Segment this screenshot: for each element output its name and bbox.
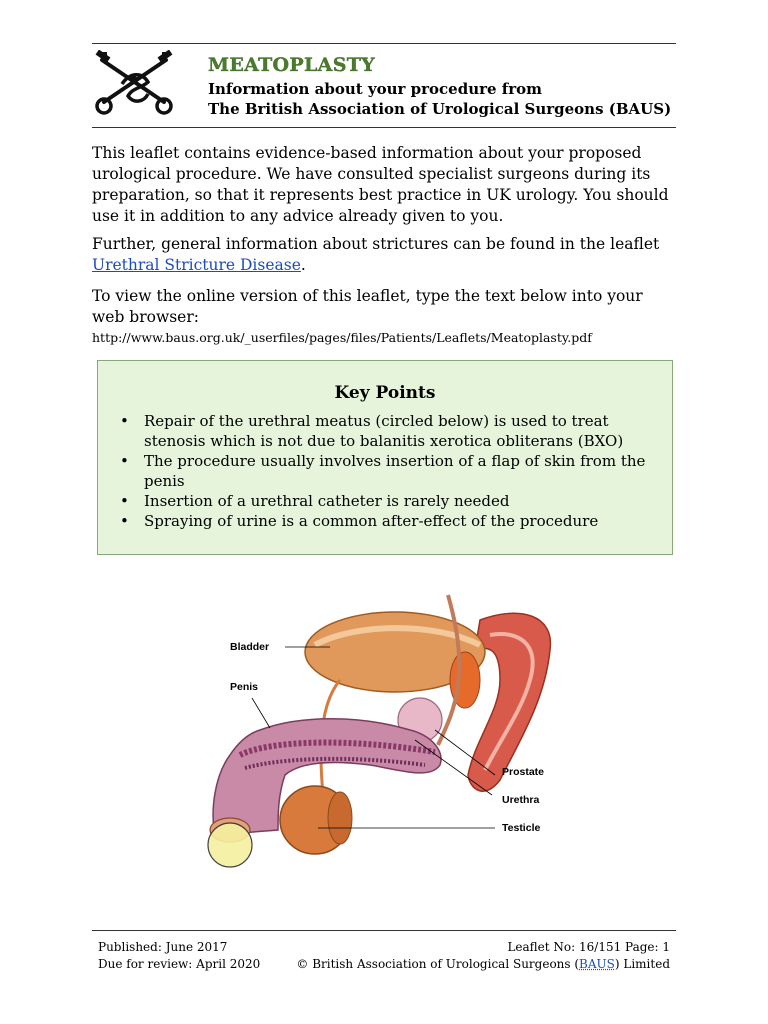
bullet-icon: •: [120, 412, 129, 430]
bullet-icon: •: [120, 492, 129, 510]
review-date: Due for review: April 2020: [98, 957, 261, 971]
key-point-item: [118, 411, 658, 451]
penis-label: Penis: [230, 681, 259, 693]
stricture-paragraph: [92, 234, 672, 276]
key-point-text: The procedure usually involves insertion of a flap of skin from the penis: [144, 452, 646, 490]
leaflet-number: Leaflet No: 16/151 Page: 1: [507, 940, 670, 954]
header-bottom-rule: [92, 127, 676, 128]
online-version-paragraph: To view the online version of this leaflet, type the text below into your web browser:: [92, 287, 643, 326]
key-point-text: Insertion of a urethral catheter is rarely needed: [144, 492, 510, 510]
key-point-item: [118, 451, 658, 491]
key-point-text: Spraying of urine is a common after-effect of the procedure: [144, 512, 599, 530]
urethral-stricture-link[interactable]: Urethral Stricture Disease: [92, 256, 301, 274]
stricture-paragraph-end: .: [300, 256, 306, 274]
subtitle-line-2: The British Association of Urological Surgeons (BAUS): [208, 100, 672, 118]
footer-rule: [92, 930, 676, 931]
baus-crossed-keys-logo: [92, 50, 176, 116]
key-points-title: Key Points: [334, 383, 436, 403]
key-points-box: [97, 360, 673, 555]
published-date: Published: June 2017: [98, 940, 228, 954]
bullet-icon: •: [120, 452, 129, 470]
key-point-item: [118, 491, 658, 511]
intro-paragraph: This leaflet contains evidence-based information about your proposed urological procedure. We have consulted specialist surgeons during its preparation, so that it represents best practice in UK urology. You should use it in addition to any advice already given to you.: [92, 144, 669, 225]
testicle-label: Testicle: [502, 822, 541, 834]
copyright-text-end: ) Limited: [614, 957, 670, 971]
header-top-rule: [92, 43, 676, 44]
urethra-label: Urethra: [502, 794, 540, 806]
bullet-icon: •: [120, 512, 129, 530]
baus-link[interactable]: BAUS: [579, 957, 615, 971]
bladder-label: Bladder: [230, 641, 270, 653]
copyright-notice: [296, 957, 670, 971]
key-point-item: [118, 511, 658, 531]
stricture-paragraph-text: Further, general information about strictures can be found in the leaflet: [92, 235, 660, 253]
male-urinary-anatomy-diagram: [200, 590, 570, 880]
copyright-text: © British Association of Urological Surgeons (: [296, 957, 580, 971]
subtitle-line-1: Information about your procedure from: [208, 80, 543, 98]
leaflet-title: MEATOPLASTY: [208, 54, 376, 76]
key-point-text: Repair of the urethral meatus (circled below) is used to treat stenosis which is not due to balanitis xerotica obliterans (BXO): [144, 412, 624, 450]
meatus-circle: [208, 823, 252, 867]
prostate-label: Prostate: [502, 766, 545, 778]
key-points-list: [118, 411, 658, 531]
leaflet-url[interactable]: http://www.baus.org.uk/_userfiles/pages/files/Patients/Leaflets/Meatoplasty.pdf: [92, 330, 592, 345]
